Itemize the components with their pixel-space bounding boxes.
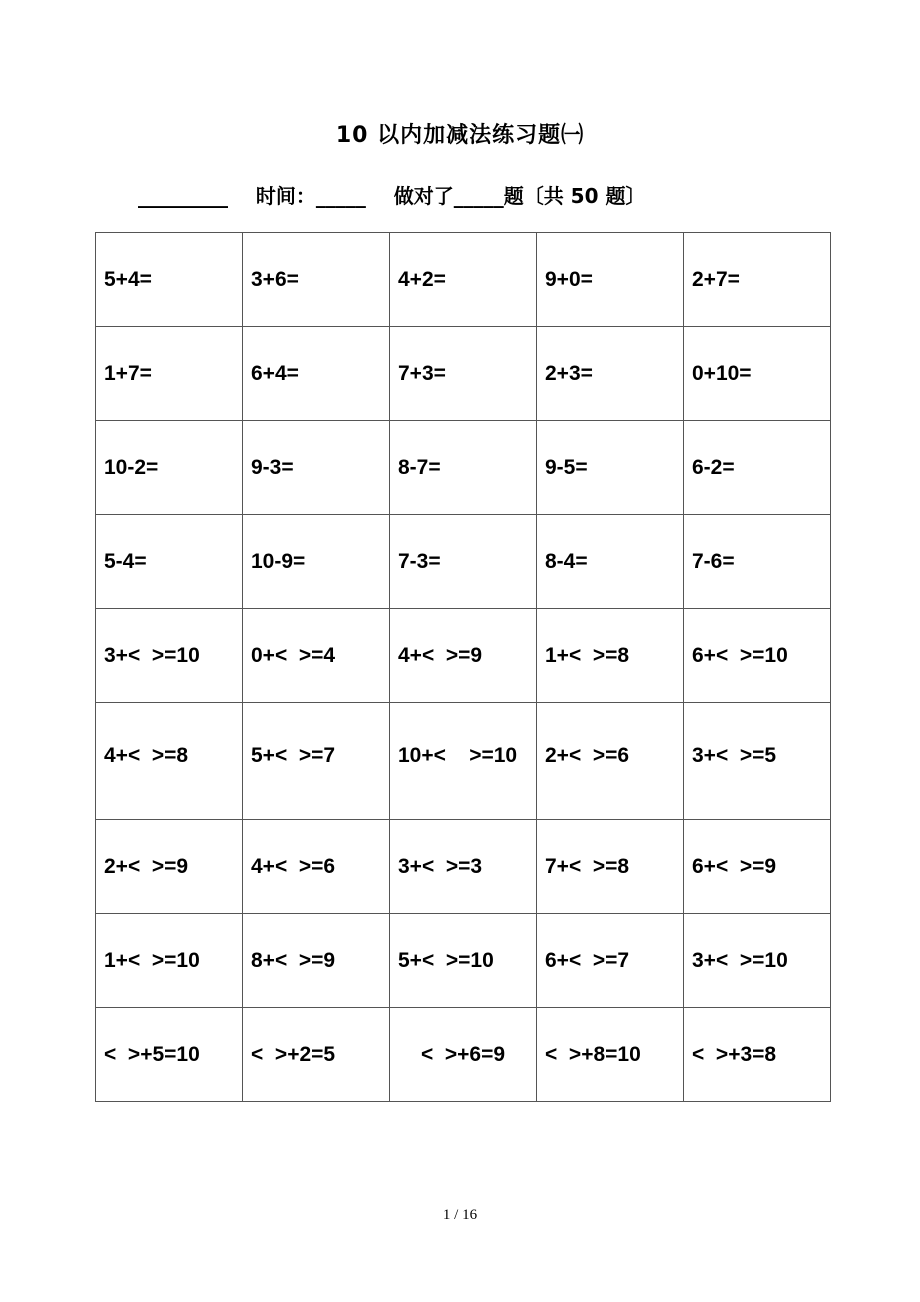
time-label: 时间： bbox=[255, 184, 316, 208]
exercise-cell: 2+3= bbox=[537, 327, 684, 421]
exercise-cell: 4+< >=6 bbox=[243, 820, 390, 914]
exercise-cell: 1+< >=10 bbox=[96, 914, 243, 1008]
exercise-cell: 10+< >=10 bbox=[390, 703, 537, 820]
exercise-cell: 3+< >=5 bbox=[684, 703, 831, 820]
exercise-cell: 7-3= bbox=[390, 515, 537, 609]
exercise-cell: 3+< >=3 bbox=[390, 820, 537, 914]
exercise-cell: 8+< >=9 bbox=[243, 914, 390, 1008]
exercise-cell: 5+4= bbox=[96, 233, 243, 327]
exercise-cell: 3+< >=10 bbox=[96, 609, 243, 703]
correct-label: 做对了 bbox=[393, 184, 454, 208]
exercise-cell: 2+7= bbox=[684, 233, 831, 327]
exercise-cell: 9-5= bbox=[537, 421, 684, 515]
exercise-cell: 6+< >=9 bbox=[684, 820, 831, 914]
table-row bbox=[96, 914, 831, 1008]
exercise-cell: 3+6= bbox=[243, 233, 390, 327]
correct-blank: _____ bbox=[453, 184, 504, 208]
table-row bbox=[96, 421, 831, 515]
page-number: 1 / 16 bbox=[442, 1207, 478, 1223]
table-row bbox=[96, 1008, 831, 1102]
exercise-cell: 10-2= bbox=[96, 421, 243, 515]
exercise-cell: 6+4= bbox=[243, 327, 390, 421]
table-row bbox=[96, 609, 831, 703]
exercise-cell: 4+2= bbox=[390, 233, 537, 327]
answer-header bbox=[138, 180, 645, 209]
exercise-cell: 9-3= bbox=[243, 421, 390, 515]
exercise-cell: 6+< >=7 bbox=[537, 914, 684, 1008]
table-row bbox=[96, 515, 831, 609]
exercise-cell: 9+0= bbox=[537, 233, 684, 327]
exercise-cell: 1+< >=8 bbox=[537, 609, 684, 703]
exercise-cell: 0+10= bbox=[684, 327, 831, 421]
exercise-cell: < >+5=10 bbox=[96, 1008, 243, 1102]
total-text: 题〔共 50 题〕 bbox=[503, 184, 646, 208]
name-blank: _________ bbox=[138, 184, 228, 208]
exercise-cell: 2+< >=9 bbox=[96, 820, 243, 914]
table-row bbox=[96, 820, 831, 914]
exercise-cell: 0+< >=4 bbox=[243, 609, 390, 703]
exercise-cell: 4+< >=8 bbox=[96, 703, 243, 820]
exercise-cell: 3+< >=10 bbox=[684, 914, 831, 1008]
time-blank: _____ bbox=[315, 184, 366, 208]
exercise-cell: 7+3= bbox=[390, 327, 537, 421]
exercise-cell: 5+< >=10 bbox=[390, 914, 537, 1008]
exercise-cell: 4+< >=9 bbox=[390, 609, 537, 703]
exercise-cell: 6+< >=10 bbox=[684, 609, 831, 703]
exercise-cell: < >+3=8 bbox=[684, 1008, 831, 1102]
table-row bbox=[96, 703, 831, 820]
exercise-cell: 5+< >=7 bbox=[243, 703, 390, 820]
exercise-cell: < >+6=9 bbox=[390, 1008, 537, 1102]
exercise-cell: < >+2=5 bbox=[243, 1008, 390, 1102]
table-row bbox=[96, 327, 831, 421]
exercise-cell: 7-6= bbox=[684, 515, 831, 609]
exercise-cell: 8-7= bbox=[390, 421, 537, 515]
exercise-table bbox=[95, 232, 831, 1102]
exercise-cell: 2+< >=6 bbox=[537, 703, 684, 820]
exercise-cell: 8-4= bbox=[537, 515, 684, 609]
exercise-cell: 10-9= bbox=[243, 515, 390, 609]
exercise-cell: < >+8=10 bbox=[537, 1008, 684, 1102]
page-title: 10 以内加减法练习题㈠ bbox=[335, 123, 585, 148]
exercise-cell: 6-2= bbox=[684, 421, 831, 515]
table-row bbox=[96, 233, 831, 327]
exercise-cell: 1+7= bbox=[96, 327, 243, 421]
exercise-cell: 5-4= bbox=[96, 515, 243, 609]
exercise-cell: 7+< >=8 bbox=[537, 820, 684, 914]
